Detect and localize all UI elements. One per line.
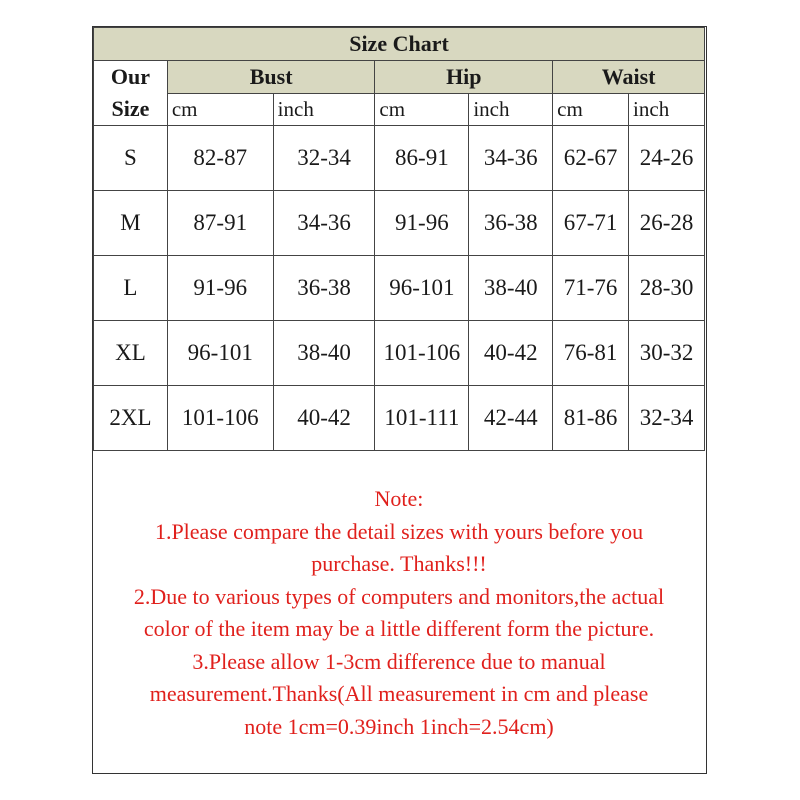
measurement-cell: 91-96	[167, 256, 273, 321]
measurement-cell: 96-101	[167, 321, 273, 386]
measurement-cell: 32-34	[629, 386, 705, 451]
size-label: XL	[94, 321, 168, 386]
measurement-cell: 96-101	[375, 256, 469, 321]
notes-block	[93, 483, 705, 743]
measurement-cell: 76-81	[553, 321, 629, 386]
waist-header: Waist	[553, 61, 705, 94]
measurement-cell: 26-28	[629, 191, 705, 256]
size-label: M	[94, 191, 168, 256]
measurement-cell: 36-38	[469, 191, 553, 256]
hip-header: Hip	[375, 61, 553, 94]
measurement-cell: 82-87	[167, 126, 273, 191]
note-line: purchase. Thanks!!!	[311, 551, 487, 576]
measurement-cell: 71-76	[553, 256, 629, 321]
note-line: color of the item may be a little different form the picture.	[143, 616, 655, 641]
size-label: L	[94, 256, 168, 321]
unit-cell: cm	[375, 93, 469, 126]
our-size-header	[94, 61, 168, 126]
measurement-cell: 86-91	[375, 126, 469, 191]
size-chart	[92, 26, 707, 774]
table-row	[94, 321, 705, 386]
measurement-cell: 30-32	[629, 321, 705, 386]
measurement-cell: 34-36	[273, 191, 375, 256]
unit-cell: inch	[469, 93, 553, 126]
size-table	[93, 27, 705, 451]
measurement-cell: 38-40	[469, 256, 553, 321]
size-label: S	[94, 126, 168, 191]
note-line: measurement.Thanks(All measurement in cm and please	[149, 681, 649, 706]
table-row	[94, 256, 705, 321]
table-row	[94, 191, 705, 256]
size-label: 2XL	[94, 386, 168, 451]
measurement-cell: 40-42	[273, 386, 375, 451]
table-row	[94, 126, 705, 191]
note-heading: Note:	[374, 486, 424, 511]
measurement-cell: 24-26	[629, 126, 705, 191]
measurement-cell: 42-44	[469, 386, 553, 451]
note-line: 3.Please allow 1-3cm difference due to manual	[192, 648, 606, 674]
measurement-cell: 34-36	[469, 126, 553, 191]
table-title: Size Chart	[94, 28, 705, 61]
unit-cell: cm	[553, 93, 629, 126]
size-rows	[94, 126, 705, 451]
unit-cell: cm	[167, 93, 273, 126]
bust-header: Bust	[167, 61, 375, 94]
unit-cell: inch	[273, 93, 375, 126]
measurement-cell: 101-111	[375, 386, 469, 451]
table-row	[94, 386, 705, 451]
measurement-cell: 28-30	[629, 256, 705, 321]
measurement-cell: 101-106	[375, 321, 469, 386]
note-line: 1.Please compare the detail sizes with yours before you	[154, 518, 644, 544]
measurement-cell: 36-38	[273, 256, 375, 321]
measurement-cell: 67-71	[553, 191, 629, 256]
our-size-line-2: Size	[111, 96, 150, 121]
unit-cell: inch	[629, 93, 705, 126]
measurement-cell: 40-42	[469, 321, 553, 386]
measurement-cell: 32-34	[273, 126, 375, 191]
measurement-cell: 81-86	[553, 386, 629, 451]
measurement-cell: 62-67	[553, 126, 629, 191]
measurement-cell: 101-106	[167, 386, 273, 451]
measurement-cell: 87-91	[167, 191, 273, 256]
note-line: 2.Due to various types of computers and monitors,the actual	[133, 583, 665, 609]
note-line: note 1cm=0.39inch 1inch=2.54cm)	[244, 713, 554, 739]
measurement-cell: 38-40	[273, 321, 375, 386]
measurement-cell: 91-96	[375, 191, 469, 256]
our-size-line-1: Our	[110, 64, 150, 89]
